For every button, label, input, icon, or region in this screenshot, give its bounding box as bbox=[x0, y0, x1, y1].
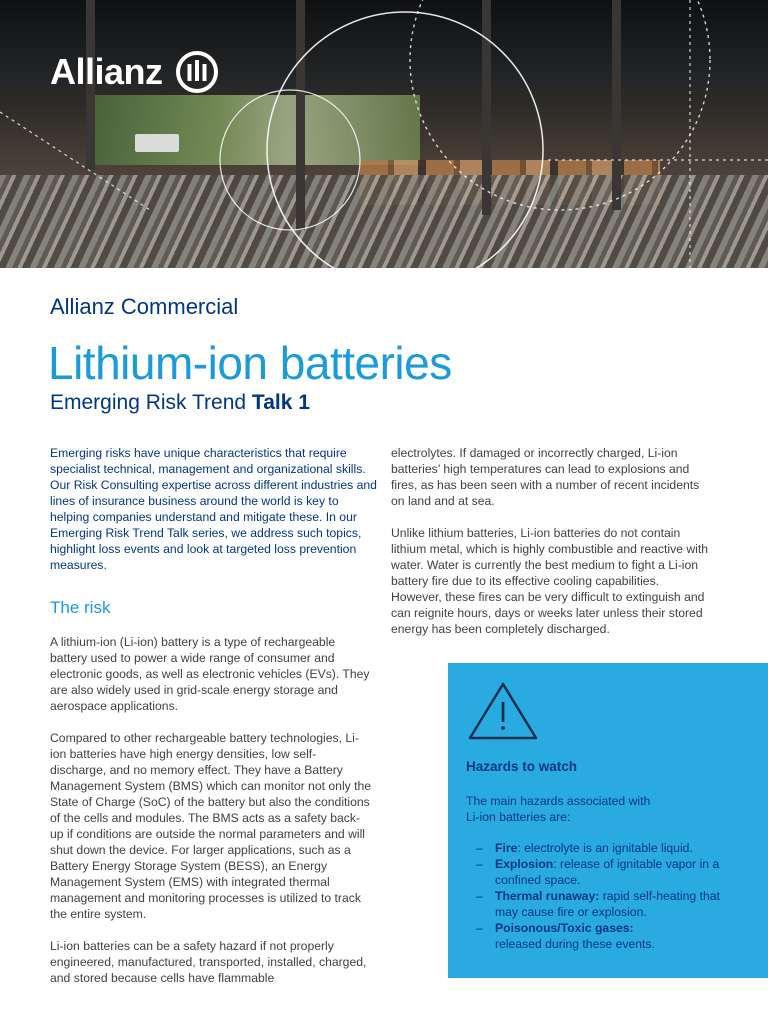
subtitle-text: Emerging Risk Trend bbox=[50, 391, 252, 414]
left-column bbox=[50, 634, 372, 1002]
body-paragraph: Unlike lithium batteries, Li-ion batteries do not contain lithium metal, which is highly combustible and reactive with water. Water is currently the best medium to fight a Li-ion battery fire due to its effective cooling capabilities. However, these fires can be very difficult to extinguish and can reignite hours, days or weeks later unless their stored energy has been completely discharged. bbox=[391, 526, 709, 636]
hazard-sep: : bbox=[517, 841, 525, 855]
hazard-term: Thermal runaway: bbox=[495, 889, 600, 903]
list-item bbox=[476, 856, 736, 888]
page-title: Lithium-ion batteries bbox=[48, 337, 452, 389]
intro-paragraph: Emerging risks have unique characteristics that require specialist technical, management and organizational skills. Our Risk Consulting expertise across different industries and lines of insurance business around the world is key to helping companies understand and mitigate these. In our Emerging Risk Trend Talk series, we address such topics, highlight loss events and look at targeted loss prevention measures. bbox=[50, 446, 377, 572]
hazard-desc: rapid self-heating that may cause fire or explosion. bbox=[495, 889, 720, 919]
hazard-sep: : bbox=[553, 857, 561, 871]
hazard-desc: released during these events. bbox=[495, 937, 655, 951]
subtitle-bold: Talk 1 bbox=[251, 391, 310, 414]
hazard-term: Explosion bbox=[495, 857, 554, 871]
hazards-heading: Hazards to watch bbox=[466, 759, 578, 774]
hazard-term: Fire bbox=[495, 841, 518, 855]
list-item bbox=[476, 888, 736, 920]
hazards-list bbox=[476, 840, 736, 952]
decorative-circles bbox=[0, 0, 768, 268]
hazard-term: Poisonous/Toxic gases: bbox=[495, 921, 634, 935]
hazards-box bbox=[448, 663, 768, 978]
brand-name: Allianz Commercial bbox=[50, 294, 239, 319]
list-item bbox=[476, 840, 736, 856]
body-paragraph: A lithium-ion (Li-ion) battery is a type of rechargeable battery used to power a wide range of consumer and electronic goods, as well as electronic vehicles (EVs). They are also widely used in grid-scale energy storage and aerospace applications. bbox=[50, 635, 370, 713]
allianz-eagle-icon bbox=[175, 50, 219, 94]
list-item bbox=[476, 920, 736, 952]
body-paragraph: Li-ion batteries can be a safety hazard if not properly engineered, manufactured, transported, installed, charged, and stored because cells have flammable bbox=[50, 939, 367, 985]
right-column bbox=[391, 445, 713, 653]
warning-triangle-icon bbox=[467, 680, 539, 742]
hazards-lead: The main hazards associated with Li-ion batteries are: bbox=[466, 794, 651, 824]
page-subtitle bbox=[50, 391, 310, 415]
body-paragraph: electrolytes. If damaged or incorrectly charged, Li-ion batteries’ high temperatures can lead to explosions and fires, as has been seen with a number of recent incidents on land and at sea. bbox=[391, 446, 700, 508]
allianz-logo bbox=[50, 50, 219, 94]
hazard-desc: release of ignitable vapor in a confined space. bbox=[495, 857, 720, 887]
logo-wordmark: Allianz bbox=[50, 51, 163, 92]
body-paragraph: Compared to other rechargeable battery technologies, Li-ion batteries have high energy densities, low self-discharge, and no memory effect. They have a Battery Management System (BMS) which can monitor not only the State of Charge (SoC) of the battery but also the conditions of the cells and modules. The BMS acts as a safety back-up if conditions are outside the normal parameters and will shut down the device. For larger applications, such as a Battery Energy Storage System (BESS), an Energy Management System (EMS) with integrated thermal management and monitoring processes is utilized to track the entire system. bbox=[50, 731, 372, 921]
hazard-desc: electrolyte is an ignitable liquid. bbox=[524, 841, 693, 855]
hero-photo bbox=[0, 0, 768, 268]
section-heading: The risk bbox=[50, 598, 111, 617]
